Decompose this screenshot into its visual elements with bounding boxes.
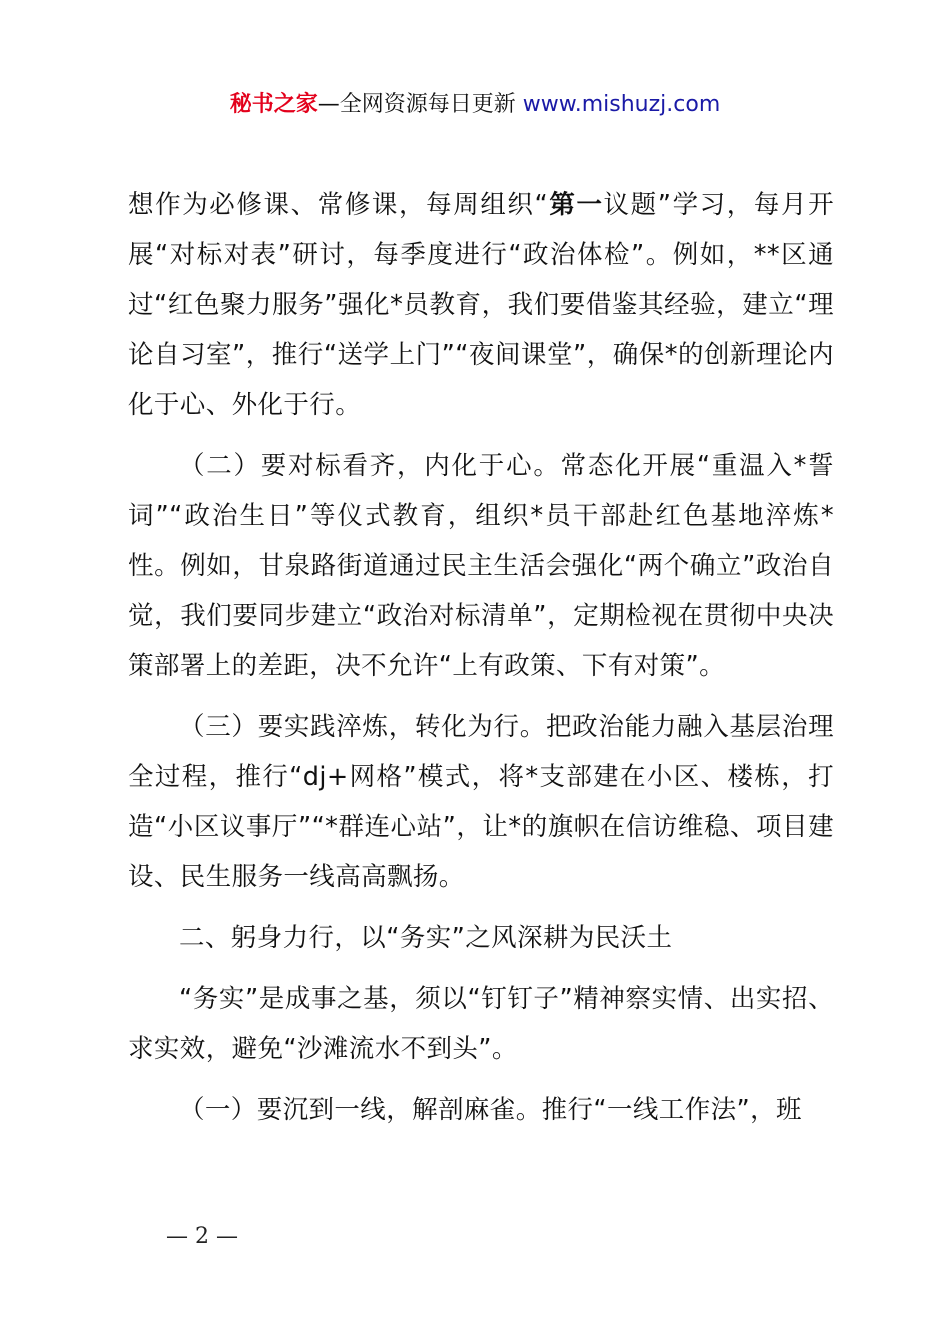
document-body [128, 180, 834, 1146]
paragraph-section-2: （二）要对标看齐，内化于心。常态化开展“重温入*誓词”“政治生日”等仪式教育，组织*员干部赴红色基地淬炼*性。例如，甘泉路街道通过民主生活会强化“两个确立”政治自觉，我们要同步建立“政治对标清单”，定期检视在贯彻中央决策部署上的差距，决不允许“上有政策、下有对策”。 [128, 451, 834, 681]
bold-emphasis: 第一 [548, 190, 604, 220]
site-header [0, 88, 950, 122]
paragraph-continuation [128, 180, 834, 430]
site-brand: 秘书之家 [229, 92, 318, 117]
paragraph-text-after: 议题”学习，每月开展“对标对表”研讨，每季度进行“政治体检”。例如，**区通过“红色聚力服务”强化*员教育，我们要借鉴其经验，建立“理论自习室”，推行“送学上门”“夜间课堂”，确保*的创新理论内化于心、外化于行。 [128, 190, 834, 420]
paragraph-subsection-1: （一）要沉到一线，解剖麻雀。推行“一线工作法”，班 [179, 1095, 802, 1125]
paragraph-intro: “务实”是成事之基，须以“钉钉子”精神察实情、出实招、求实效，避免“沙滩流水不到头”。 [128, 984, 834, 1064]
site-tagline: —全网资源每日更新 [317, 92, 516, 117]
paragraph-text-before: 想作为必修课、常修课，每周组织“ [128, 190, 549, 220]
site-url[interactable]: www.mishuzj.com [522, 92, 721, 117]
paragraph-section-3: （三）要实践淬炼，转化为行。把政治能力融入基层治理全过程，推行“dj+网格”模式，将*支部建在小区、楼栋，打造“小区议事厅”“*群连心站”，让*的旗帜在信访维稳、项目建设、民生服务一线高高飘扬。 [128, 712, 834, 892]
section-heading: 二、躬身力行，以“务实”之风深耕为民沃土 [179, 923, 673, 953]
page-number: — 2 — [166, 1224, 238, 1249]
